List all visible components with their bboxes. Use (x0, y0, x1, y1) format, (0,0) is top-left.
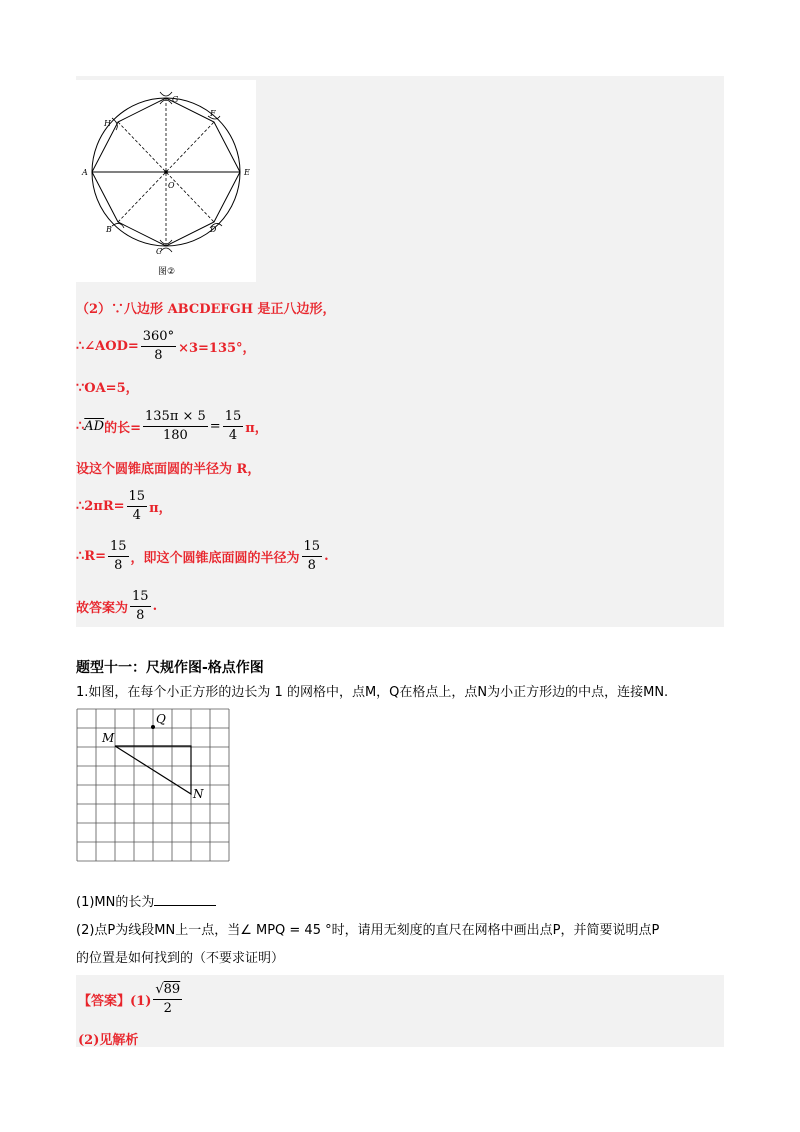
label-q: Q (156, 712, 166, 726)
grid-figure (76, 708, 232, 864)
solution-line-4: ∴ $\overline{AD}$ 的长= $\frac{135\pi \times 5}{180}$ = $\frac{15}{4}$ π， (76, 409, 268, 443)
section-title: 题型十一：尺规作图-格点作图 (76, 660, 264, 676)
label-e: E (244, 168, 250, 177)
label-c: C (156, 247, 163, 256)
label-d: D (210, 225, 217, 234)
label-o: O (168, 181, 175, 190)
solution-line-5: 设这个圆锥底面圆的半径为 R， (76, 462, 261, 477)
sqrt-fraction: $\frac{√89}{2}$ (155, 982, 181, 1016)
answer-blank (154, 893, 216, 906)
answer-line-1: 【答案】(1) $\frac{√89}{2}$ (78, 982, 181, 1016)
figure-2 (76, 80, 256, 282)
arc-ad: $\overline{AD}$ (84, 419, 105, 434)
question-2a: (2)点P为线段MN上一点，当∠ MPQ = 45 °时，请用无刻度的直尺在网格中画出点P，并简要说明点P (76, 923, 660, 938)
label-g: G (172, 95, 179, 104)
figure-caption: 图② (158, 267, 176, 277)
question-2b: 的位置是如何找到的（不要求证明） (76, 951, 285, 966)
solution-line-3: ∵OA=5， (76, 381, 139, 396)
label-m: M (102, 731, 115, 745)
fraction: $\frac{15}{8}$ (109, 539, 127, 573)
answer-panel (76, 975, 724, 1047)
solution-line-1: （2）∵八边形 ABCDEFGH 是正八边形， (76, 302, 336, 317)
problem-intro: 1.如图，在每个小正方形的边长为 1 的网格中，点M，Q在格点上，点N为小正方形边的中点，连接MN. (76, 685, 669, 700)
solution-line-8: 故答案为 $\frac{15}{8}$ . (76, 589, 158, 623)
fraction: $\frac{15}{8}$ (132, 589, 149, 623)
fraction: $\frac{15}{4}$ (128, 489, 146, 523)
solution-panel (76, 76, 724, 627)
fraction: $\frac{360^\circ}{8}$ (142, 329, 175, 363)
fraction: $\frac{15}{8}$ (303, 539, 321, 573)
solution-line-2: ∴∠AOD= $\frac{360^\circ}{8}$ ×3=135°， (76, 329, 256, 363)
fraction: $\frac{15}{4}$ (224, 409, 242, 443)
question-1: (1)MN的长为 (76, 891, 216, 910)
label-h: H (104, 119, 111, 128)
solution-line-6: ∴2πR= $\frac{15}{4}$ π， (76, 489, 172, 523)
answer-line-2: (2)见解析 (78, 1033, 139, 1048)
label-b: B (106, 225, 112, 234)
label-a: A (82, 168, 88, 177)
solution-line-7: ∴R= $\frac{15}{8}$ ，即这个圆锥底面圆的半径为 $\frac{15}{8}$ . (76, 539, 329, 573)
label-n: N (193, 787, 204, 801)
label-f: F (210, 109, 216, 118)
fraction: $\frac{135\pi \times 5}{180}$ (145, 409, 206, 443)
octagon-diagram (76, 80, 256, 282)
